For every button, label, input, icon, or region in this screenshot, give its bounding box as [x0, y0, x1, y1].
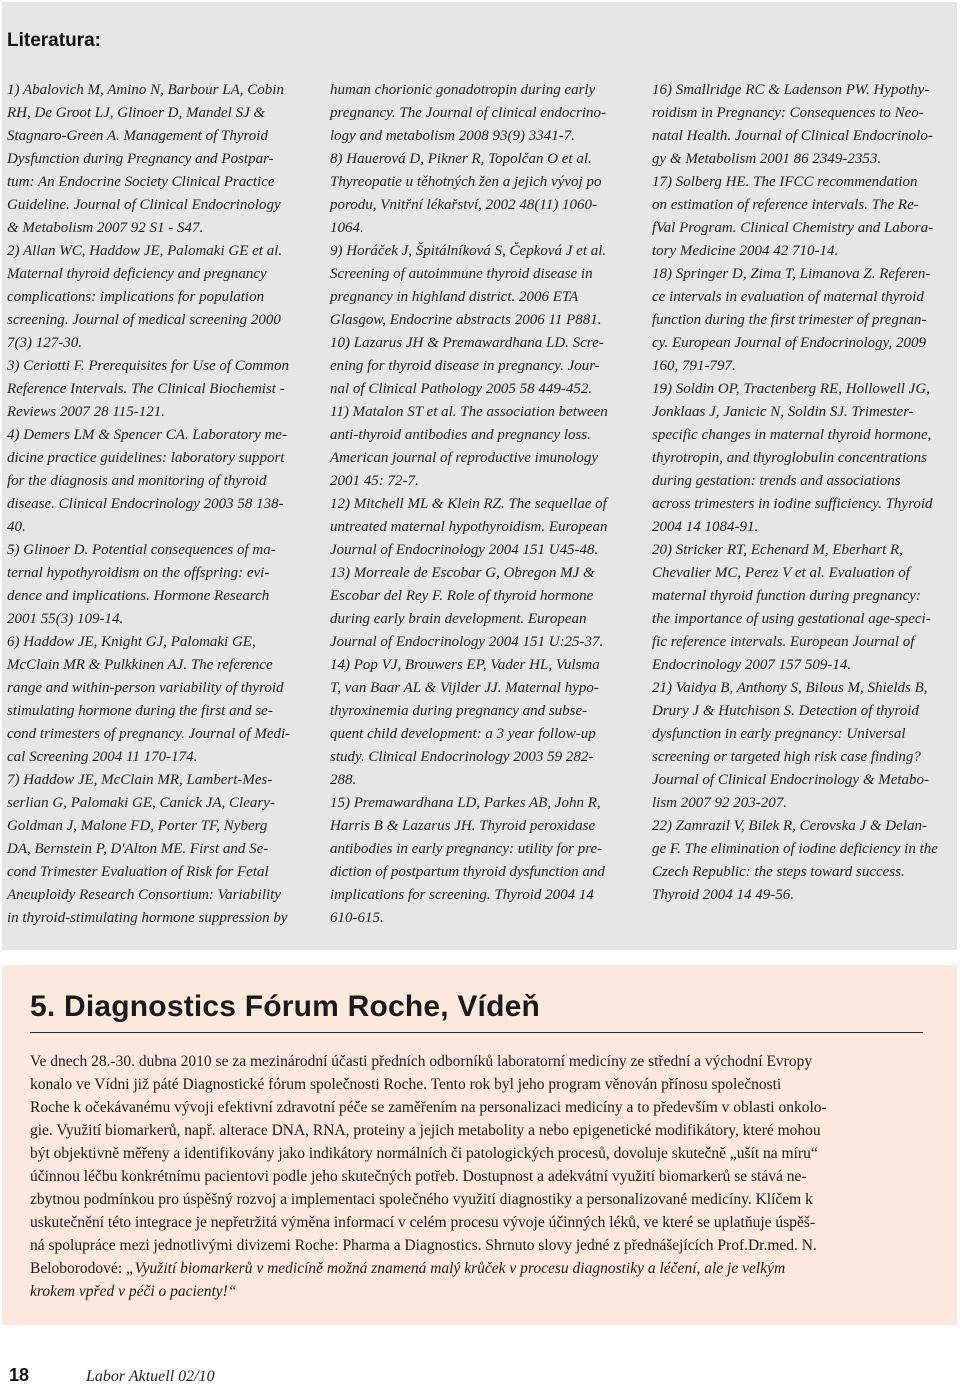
reference-line: maternal thyroid function during pregnancy:	[652, 588, 921, 604]
news-line	[30, 1257, 935, 1280]
reference-line: 3) Ceriotti F. Prerequisites for Use of Common	[7, 358, 289, 374]
reference-line: range and within-person variability of thyroid	[7, 680, 284, 696]
reference-line: Goldman J, Malone FD, Porter TF, Nyberg	[7, 818, 268, 834]
reference-line: 17) Solberg HE. The IFCC recommendation	[652, 174, 918, 190]
reference-line: quent child development: a 3 year follow-up	[330, 726, 596, 742]
reference-line: 40.	[7, 519, 26, 535]
reference-line: diction of postpartum thyroid dysfunction and	[330, 864, 605, 880]
reference-line: 1) Abalovich M, Amino N, Barbour LA, Cobin	[7, 82, 284, 98]
reference-line: gy & Metabolism 2001 86 2349-2353.	[652, 151, 882, 167]
reference-line: 5) Glinoer D. Potential consequences of ma-	[7, 542, 276, 558]
literature-title: Literatura:	[7, 30, 101, 51]
reference-line: & Metabolism 2007 92 S1 - S47.	[7, 220, 204, 236]
reference-line: McClain MR & Pulkkinen AJ. The reference	[7, 657, 273, 673]
reference-line: American journal of reproductive imunology	[330, 450, 599, 466]
reference-line: 2) Allan WC, Haddow JE, Palomaki GE et al.	[7, 243, 283, 259]
reference-line: fVal Program. Clinical Chemistry and Labora-	[652, 220, 934, 236]
reference-line: Stagnaro-Green A. Management of Thyroid	[7, 128, 268, 144]
reference-line: Czech Republic: the steps toward success.	[652, 864, 905, 880]
news-line: Roche k očekávanému vývoji efektivní zdravotní péče se zaměřením na personalizaci medicíny a to především v oblasti onkolo-	[30, 1099, 827, 1116]
reference-line: 13) Morreale de Escobar G, Obregon MJ &	[330, 565, 595, 581]
reference-line: Screening of autoimmune thyroid disease in	[330, 266, 593, 282]
reference-line: Chevalier MC, Perez V et al. Evaluation of	[652, 565, 910, 581]
reference-line: 288.	[330, 772, 357, 788]
reference-line: 16) Smallridge RC & Ladenson PW. Hypothy-	[652, 82, 930, 98]
reference-line: 11) Matalon ST et al. The association between	[330, 404, 608, 420]
reference-line: 8) Hauerová D, Pikner R, Topolčan O et al.	[330, 151, 592, 167]
news-title: 5. Diagnostics Fórum Roche, Vídeň	[30, 990, 541, 1023]
reference-line: porodu, Vnitřní lékařství, 2002 48(11) 1060-	[330, 197, 598, 213]
reference-line: serlian G, Palomaki GE, Canick JA, Cleary-	[7, 795, 275, 811]
reference-line: RH, De Groot LJ, Glinoer D, Mandel SJ &	[7, 105, 266, 121]
reference-line: 9) Horáček J, Špitálníková S, Čepková J et al.	[330, 243, 607, 259]
reference-line: ge F. The elimination of iodine deficiency in the	[652, 841, 938, 857]
reference-line: cond Trimester Evaluation of Risk for Fetal	[7, 864, 269, 880]
reference-line: stimulating hormone during the first and se-	[7, 703, 273, 719]
reference-line: Journal of Endocrinology 2004 151 U45-48.	[330, 542, 599, 558]
reference-line: Escobar del Rey F. Role of thyroid hormone	[330, 588, 594, 604]
reference-line: 10) Lazarus JH & Premawardhana LD. Scre-	[330, 335, 604, 351]
reference-line: 21) Vaidya B, Anthony S, Bilous M, Shields B,	[652, 680, 928, 696]
reference-line: Drury J & Hutchison S. Detection of thyroid	[652, 703, 919, 719]
reference-line: Thyreopatie u těhotných žen a jejich vývoj po	[330, 174, 602, 190]
reference-line: Glasgow, Endocrine abstracts 2006 11 P881.	[330, 312, 602, 328]
reference-line: dence and implications. Hormone Research	[7, 588, 270, 604]
reference-line: cond trimesters of pregnancy. Journal of Medi-	[7, 726, 291, 742]
reference-line: Endocrinology 2007 157 509-14.	[652, 657, 852, 673]
reference-line: for the diagnosis and monitoring of thyroid	[7, 473, 267, 489]
reference-line: 18) Springer D, Zima T, Limanova Z. Referen-	[652, 266, 931, 282]
reference-line: Maternal thyroid deficiency and pregnancy	[7, 266, 267, 282]
reference-line: roidism in Pregnancy: Consequences to Neo-	[652, 105, 924, 121]
news-line: účinnou léčbu konkrétnímu pacientovi podle jeho skutečných potřeb. Dostupnost a adekvátní využití biomarkerů se stává ne-	[30, 1168, 807, 1185]
magazine-name: Labor Aktuell 02/10	[86, 1368, 215, 1385]
reference-line: Guideline. Journal of Clinical Endocrinology	[7, 197, 281, 213]
reference-line: in thyroid-stimulating hormone suppression by	[7, 910, 288, 926]
news-line: uskutečnění této integrace je nepřetržitá výměna informací v celém procesu vývoje účinných léků, ve které se uplatňuje úspěš-	[30, 1214, 816, 1231]
reference-line: disease. Clinical Endocrinology 2003 58 138-	[7, 496, 284, 512]
reference-line: 2001 45: 72-7.	[330, 473, 419, 489]
reference-line: 7(3) 127-30.	[7, 335, 82, 351]
reference-line: during gestation: trends and associations	[652, 473, 901, 489]
reference-line: Harris B & Lazarus JH. Thyroid peroxidase	[330, 818, 596, 834]
references-column-3	[652, 79, 952, 907]
reference-line: Reviews 2007 28 115-121.	[7, 404, 166, 420]
news-line: konalo ve Vídni již páté Diagnostické fórum společnosti Roche. Tento rok byl jeho program věnován přínosu společnosti	[30, 1076, 782, 1093]
reference-line: 15) Premawardhana LD, Parkes AB, John R,	[330, 795, 601, 811]
news-quote-end: krokem vpřed v péči o pacienty!“	[30, 1283, 237, 1300]
reference-line: ening for thyroid disease in pregnancy. Jour-	[330, 358, 600, 374]
reference-line: thyroxinemia during pregnancy and subse-	[330, 703, 588, 719]
reference-line: 19) Soldin OP, Tractenberg RE, Hollowell JG,	[652, 381, 930, 397]
reference-line: screening. Journal of medical screening 2000	[7, 312, 281, 328]
reference-line: logy and metabolism 2008 93(9) 3341-7.	[330, 128, 575, 144]
references-column-1	[7, 79, 312, 930]
page-number: 18	[9, 1365, 30, 1385]
reference-line: during early brain development. European	[330, 611, 587, 627]
reference-line: on estimation of reference intervals. The Re-	[652, 197, 919, 213]
reference-line: function during the first trimester of pregnan-	[652, 312, 927, 328]
reference-line: 1064.	[330, 220, 364, 236]
news-line: ná spolupráce mezi jednotlivými divizemi Roche: Pharma a Diagnostics. Shrnuto slovy jedné z přednášejících Prof.Dr.med. N.	[30, 1237, 817, 1254]
reference-line: thyrotropin, and thyroglobulin concentrations	[652, 450, 927, 466]
reference-line: 20) Stricker RT, Echenard M, Eberhart R,	[652, 542, 903, 558]
reference-line: across trimesters in iodine sufficiency. Thyroid	[652, 496, 933, 512]
reference-line: DA, Bernstein P, D'Alton ME. First and Se-	[7, 841, 269, 857]
reference-line: screening or targeted high risk case finding?	[652, 749, 921, 765]
reference-line: antibodies in early pregnancy: utility for pre-	[330, 841, 603, 857]
news-line-plain: Beloborodové:	[30, 1260, 126, 1277]
reference-line: Jonklaas J, Janicic N, Soldin SJ. Trimester-	[652, 404, 914, 420]
news-divider	[30, 1032, 923, 1033]
reference-line: implications for screening. Thyroid 2004 14	[330, 887, 594, 903]
reference-line: Thyroid 2004 14 49-56.	[652, 887, 794, 903]
reference-line: 2001 55(3) 109-14.	[7, 611, 124, 627]
reference-line: study. Clinical Endocrinology 2003 59 282-	[330, 749, 594, 765]
reference-line: Dysfunction during Pregnancy and Postpar-	[7, 151, 274, 167]
reference-line: 22) Zamrazil V, Bilek R, Cerovska J & Delan-	[652, 818, 927, 834]
reference-line: Aneuploidy Research Consortium: Variability	[7, 887, 281, 903]
reference-line: 610-615.	[330, 910, 384, 926]
reference-line: the importance of using gestational age-speci-	[652, 611, 931, 627]
reference-line: 160, 791-797.	[652, 358, 736, 374]
reference-line: nal of Clinical Pathology 2005 58 449-452.	[330, 381, 593, 397]
reference-line: ternal hypothyroidism on the offspring: evi-	[7, 565, 270, 581]
reference-line: 12) Mitchell ML & Klein RZ. The sequellae of	[330, 496, 607, 512]
reference-line: dysfunction in early pregnancy: Universal	[652, 726, 906, 742]
reference-line: pregnancy. The Journal of clinical endocrino-	[330, 105, 607, 121]
news-line: Ve dnech 28.-30. dubna 2010 se za mezinárodní účasti předních odborníků laboratorní medicíny ze střední a východní Evropy	[30, 1053, 813, 1070]
reference-line: anti-thyroid antibodies and pregnancy loss.	[330, 427, 591, 443]
reference-line: cy. European Journal of Endocrinology, 2009	[652, 335, 926, 351]
reference-line: tum: An Endocrine Society Clinical Practice	[7, 174, 275, 190]
reference-line: human chorionic gonadotropin during early	[330, 82, 596, 98]
news-line: být objektivně měřeny a identifikovány jako indikátory normálních či patologických procesů, dovoluje skutečně „ušít na míru“	[30, 1145, 818, 1162]
reference-line: 7) Haddow JE, McClain MR, Lambert-Mes-	[7, 772, 273, 788]
references-column-2	[330, 79, 630, 930]
reference-line: ce intervals in evaluation of maternal thyroid	[652, 289, 924, 305]
reference-line: dicine practice guidelines: laboratory support	[7, 450, 285, 466]
reference-line: Journal of Clinical Endocrinology & Metabo-	[652, 772, 930, 788]
reference-line: 2004 14 1084-91.	[652, 519, 759, 535]
reference-line: specific changes in maternal thyroid hormone,	[652, 427, 932, 443]
reference-line: fic reference intervals. European Journal of	[652, 634, 915, 650]
news-line: zbytnou podmínkou pro úspěšný rozvoj a implementaci společného využití diagnostiky a personalizované medicíny. Klíčem k	[30, 1191, 813, 1208]
reference-line: 4) Demers LM & Spencer CA. Laboratory me-	[7, 427, 287, 443]
reference-line: Journal of Endocrinology 2004 151 U:25-37.	[330, 634, 604, 650]
news-body	[30, 1050, 935, 1303]
news-quote-start: „Využití biomarkerů v medicíně možná znamená malý krůček v procesu diagnostiky a léčení, ale je velkým	[126, 1260, 786, 1277]
news-line: gie. Využití biomarkerů, např. alterace DNA, RNA, proteiny a jejich metabolity a nebo epigenetické modifikátory, které mohou	[30, 1122, 821, 1139]
reference-line: natal Health. Journal of Clinical Endocrinolo-	[652, 128, 933, 144]
reference-line: pregnancy in highland district. 2006 ETA	[330, 289, 579, 305]
reference-line: 6) Haddow JE, Knight GJ, Palomaki GE,	[7, 634, 256, 650]
reference-line: 14) Pop VJ, Brouwers EP, Vader HL, Vulsma	[330, 657, 600, 673]
reference-line: untreated maternal hypothyroidism. European	[330, 519, 608, 535]
reference-line: tory Medicine 2004 42 710-14.	[652, 243, 839, 259]
reference-line: complications: implications for population	[7, 289, 265, 305]
reference-line: cal Screening 2004 11 170-174.	[7, 749, 198, 765]
reference-line: Reference Intervals. The Clinical Biochemist -	[7, 381, 285, 397]
reference-line: lism 2007 92 203-207.	[652, 795, 787, 811]
reference-line: T, van Baar AL & Vijlder JJ. Maternal hypo-	[330, 680, 599, 696]
